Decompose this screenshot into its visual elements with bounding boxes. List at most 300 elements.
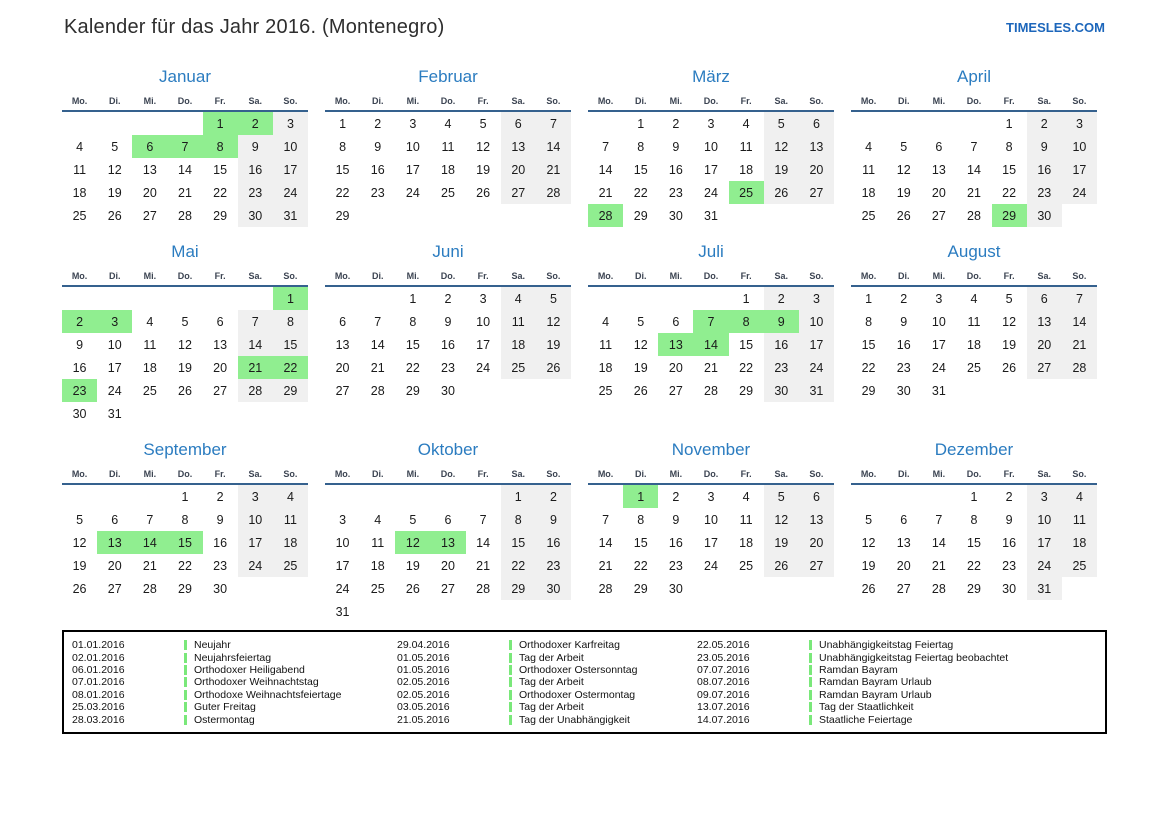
day-cell: 4 — [146, 314, 154, 329]
day-cell: 3 — [707, 489, 715, 504]
day-cell: 29 — [739, 383, 754, 398]
empty-day-cell — [430, 485, 465, 508]
day-cell: 10 — [335, 535, 350, 550]
day-cell: 24 — [704, 185, 718, 200]
weekday-label: Sa. — [1037, 96, 1052, 106]
legend-label: Neujahrsfeiertag — [194, 651, 272, 664]
legend-item — [72, 676, 397, 688]
day-cell: 9 — [1005, 512, 1013, 527]
weekday-label: Fr. — [740, 469, 752, 479]
day-cell: 8 — [409, 314, 417, 329]
weekday-label: Mi. — [932, 96, 946, 106]
day-cell: 18 — [72, 185, 87, 200]
weekday-header-row — [325, 271, 571, 287]
day-cell: 20 — [335, 360, 350, 375]
month-calendar — [588, 242, 834, 425]
day-cell: 3 — [479, 291, 487, 306]
day-cell: 22 — [739, 360, 754, 375]
day-cell: 15 — [335, 162, 350, 177]
day-cell: 8 — [637, 139, 645, 154]
day-cell: 3 — [238, 485, 273, 508]
empty-day-cell — [167, 287, 202, 310]
day-cell: 1 — [1005, 116, 1013, 131]
day-cell: 12 — [72, 535, 87, 550]
legend-item — [72, 651, 397, 663]
month-title: Dezember — [934, 440, 1014, 459]
legend-item — [697, 676, 1097, 688]
weekday-label: Mi. — [669, 96, 683, 106]
day-cell: 19 — [536, 333, 571, 356]
day-cell: 27 — [896, 581, 911, 596]
weekday-label: Mo. — [71, 271, 88, 281]
day-cell: 23 — [668, 185, 683, 200]
weekday-header-row — [62, 96, 308, 112]
day-cell: 16 — [668, 162, 683, 177]
day-cell: 19 — [107, 185, 122, 200]
day-cell: 25 — [142, 383, 157, 398]
day-cell: 26 — [764, 181, 799, 204]
header-bar — [62, 16, 1107, 39]
day-cell: 15 — [405, 337, 420, 352]
day-cell: 9 — [1027, 135, 1062, 158]
day-cell: 22 — [273, 356, 308, 379]
day-cell: 1 — [409, 291, 417, 306]
legend-item — [697, 639, 1097, 651]
day-cell: 19 — [764, 158, 799, 181]
day-cell: 2 — [444, 291, 452, 306]
empty-day-cell — [921, 485, 956, 508]
legend-date: 07.01.2016 — [72, 676, 125, 689]
day-cell: 27 — [441, 581, 455, 596]
weekday-label: Mo. — [334, 469, 351, 479]
day-cell: 28 — [704, 383, 718, 398]
day-cell: 5 — [479, 116, 487, 131]
day-cell: 10 — [704, 512, 718, 527]
legend-item — [697, 664, 1097, 676]
day-cell: 5 — [111, 139, 119, 154]
day-cell: 12 — [395, 531, 430, 554]
day-cell: 4 — [1062, 485, 1097, 508]
day-cell: 11 — [143, 337, 157, 352]
day-cell: 18 — [967, 337, 981, 352]
day-cell: 22 — [178, 558, 192, 573]
day-cell: 24 — [931, 360, 946, 375]
legend-item — [697, 651, 1097, 663]
legend-date: 03.05.2016 — [397, 701, 450, 714]
day-cell: 5 — [76, 512, 84, 527]
day-cell: 4 — [865, 139, 873, 154]
day-cell: 14 — [598, 535, 613, 550]
day-cell: 8 — [865, 314, 873, 329]
day-cell: 6 — [1027, 287, 1062, 310]
day-cell: 20 — [668, 360, 683, 375]
day-cell: 21 — [967, 185, 981, 200]
legend-date: 01.01.2016 — [72, 639, 125, 652]
day-cell: 30 — [764, 379, 799, 402]
weekday-label: Sa. — [248, 469, 263, 479]
holiday-marker-bar — [809, 653, 812, 663]
day-cell: 19 — [405, 558, 420, 573]
day-cell: 19 — [178, 360, 192, 375]
month-calendar — [851, 67, 1097, 227]
day-cell: 19 — [72, 558, 87, 573]
legend-label: Tag der Arbeit — [519, 651, 584, 664]
day-cell: 13 — [430, 531, 465, 554]
day-cell: 5 — [764, 485, 799, 508]
day-cell: 1 — [181, 489, 189, 504]
holiday-marker-bar — [509, 677, 512, 687]
day-cell: 10 — [107, 337, 122, 352]
day-cell: 9 — [238, 135, 273, 158]
weekday-label: Mi. — [143, 96, 157, 106]
empty-day-cell — [921, 112, 956, 135]
weekday-label: Fr. — [1003, 469, 1015, 479]
weekday-label: Mi. — [669, 469, 683, 479]
day-cell: 5 — [181, 314, 189, 329]
day-cell: 3 — [1027, 485, 1062, 508]
day-cell: 15 — [213, 162, 228, 177]
weekday-label: Mi. — [406, 271, 420, 281]
day-cell: 2 — [216, 489, 224, 504]
day-cell: 20 — [107, 558, 122, 573]
days-grid — [325, 287, 571, 402]
legend-date: 21.05.2016 — [397, 713, 450, 726]
day-cell: 11 — [501, 310, 536, 333]
day-cell: 23 — [668, 558, 683, 573]
day-cell: 25 — [72, 208, 87, 223]
day-cell: 1 — [339, 116, 347, 131]
day-cell: 7 — [602, 139, 610, 154]
day-cell: 4 — [76, 139, 84, 154]
legend-label: Orthodoxer Karfreitag — [519, 639, 620, 652]
day-cell: 2 — [672, 489, 680, 504]
day-cell: 1 — [623, 485, 658, 508]
day-cell: 8 — [1005, 139, 1013, 154]
holiday-marker-bar — [184, 640, 187, 650]
empty-day-cell — [325, 287, 360, 310]
day-cell: 24 — [799, 356, 834, 379]
day-cell: 24 — [273, 181, 308, 204]
day-cell: 9 — [536, 508, 571, 531]
days-grid — [325, 112, 571, 227]
day-cell: 19 — [861, 558, 876, 573]
day-cell: 17 — [799, 333, 834, 356]
day-cell: 20 — [799, 531, 834, 554]
weekday-label: Sa. — [511, 469, 526, 479]
day-cell: 25 — [273, 554, 308, 577]
weekday-label: Di. — [634, 271, 647, 281]
day-cell: 9 — [216, 512, 224, 527]
day-cell: 24 — [704, 558, 718, 573]
day-cell: 17 — [476, 337, 491, 352]
day-cell: 18 — [501, 333, 536, 356]
day-cell: 22 — [501, 554, 536, 577]
day-cell: 6 — [799, 112, 834, 135]
day-cell: 6 — [132, 135, 167, 158]
day-cell: 28 — [536, 181, 571, 204]
day-cell: 3 — [799, 287, 834, 310]
day-cell: 28 — [1062, 356, 1097, 379]
day-cell: 5 — [1005, 291, 1013, 306]
weekday-label: Do. — [966, 469, 982, 479]
month-title: Oktober — [417, 440, 479, 459]
day-cell: 7 — [536, 112, 571, 135]
empty-day-cell — [360, 287, 395, 310]
day-cell: 11 — [599, 337, 613, 352]
day-cell: 2 — [764, 287, 799, 310]
weekday-header-row — [851, 96, 1097, 112]
weekday-label: Di. — [634, 469, 647, 479]
day-cell: 13 — [213, 337, 228, 352]
day-cell: 16 — [441, 337, 455, 352]
legend-date: 23.05.2016 — [697, 651, 750, 664]
day-cell: 21 — [142, 558, 157, 573]
day-cell: 15 — [739, 337, 754, 352]
day-cell: 2 — [1005, 489, 1013, 504]
day-cell: 31 — [704, 208, 718, 223]
day-cell: 30 — [668, 208, 683, 223]
weekday-label: Di. — [897, 96, 910, 106]
day-cell: 25 — [739, 558, 754, 573]
day-cell: 9 — [76, 337, 84, 352]
day-cell: 26 — [861, 581, 876, 596]
month-calendar — [62, 440, 308, 623]
weekday-label: Sa. — [774, 469, 789, 479]
weekday-label: So. — [283, 271, 298, 281]
day-cell: 30 — [896, 383, 911, 398]
weekday-label: Di. — [108, 271, 121, 281]
day-cell: 17 — [704, 162, 718, 177]
day-cell: 28 — [370, 383, 385, 398]
day-cell: 14 — [178, 162, 192, 177]
day-cell: 25 — [598, 383, 613, 398]
weekday-label: Di. — [371, 96, 384, 106]
month-calendar — [62, 242, 308, 425]
day-cell: 16 — [536, 531, 571, 554]
day-cell: 9 — [444, 314, 452, 329]
weekday-header-row — [62, 469, 308, 485]
holiday-marker-bar — [809, 677, 812, 687]
day-cell: 21 — [598, 185, 613, 200]
weekday-label: So. — [1072, 271, 1087, 281]
weekday-label: Do. — [703, 271, 719, 281]
day-cell: 2 — [536, 485, 571, 508]
day-cell: 2 — [672, 116, 680, 131]
day-cell: 10 — [1027, 508, 1062, 531]
legend-item — [397, 713, 697, 725]
day-cell: 7 — [146, 512, 154, 527]
day-cell: 27 — [799, 554, 834, 577]
legend-item — [697, 701, 1097, 713]
day-cell: 11 — [862, 162, 876, 177]
day-cell: 11 — [73, 162, 87, 177]
weekday-label: So. — [809, 96, 824, 106]
day-cell: 29 — [213, 208, 228, 223]
day-cell: 31 — [1027, 577, 1062, 600]
empty-day-cell — [62, 485, 97, 508]
day-cell: 13 — [931, 162, 946, 177]
day-cell: 1 — [970, 489, 978, 504]
weekday-label: Do. — [177, 96, 193, 106]
month-title: April — [956, 67, 991, 86]
day-cell: 7 — [167, 135, 202, 158]
day-cell: 10 — [405, 139, 420, 154]
empty-day-cell — [588, 287, 623, 310]
holiday-marker-bar — [809, 715, 812, 725]
day-cell: 13 — [799, 508, 834, 531]
day-cell: 27 — [213, 383, 228, 398]
days-grid — [325, 485, 571, 623]
weekday-header-row — [851, 469, 1097, 485]
weekday-label: Mo. — [334, 271, 351, 281]
empty-day-cell — [658, 287, 693, 310]
legend-label: Tag der Arbeit — [519, 701, 584, 714]
day-cell: 7 — [935, 512, 943, 527]
day-cell: 24 — [107, 383, 122, 398]
legend-date: 25.03.2016 — [72, 701, 125, 714]
day-cell: 10 — [476, 314, 491, 329]
day-cell: 19 — [476, 162, 491, 177]
day-cell: 11 — [967, 314, 981, 329]
month-calendar — [325, 242, 571, 425]
day-cell: 16 — [764, 333, 799, 356]
empty-day-cell — [851, 485, 886, 508]
day-cell: 4 — [742, 489, 750, 504]
day-cell: 14 — [693, 333, 728, 356]
day-cell: 12 — [178, 337, 192, 352]
brand-link[interactable]: TIMESLES.COM — [1006, 20, 1105, 35]
month-calendar — [588, 67, 834, 227]
day-cell: 8 — [339, 139, 347, 154]
day-cell: 2 — [62, 310, 97, 333]
empty-day-cell — [238, 287, 273, 310]
day-cell: 31 — [931, 383, 946, 398]
day-cell: 13 — [896, 535, 911, 550]
weekday-label: Mo. — [597, 469, 614, 479]
day-cell: 26 — [72, 581, 87, 596]
weekday-label: Sa. — [774, 96, 789, 106]
days-grid — [588, 485, 834, 600]
legend-label: Staatliche Feiertage — [819, 713, 913, 726]
day-cell: 31 — [799, 379, 834, 402]
day-cell: 12 — [476, 139, 491, 154]
day-cell: 7 — [602, 512, 610, 527]
legend-column — [697, 639, 1097, 726]
day-cell: 22 — [633, 185, 648, 200]
day-cell: 16 — [213, 535, 228, 550]
legend-label: Orthodoxe Weihnachtsfeiertage — [194, 688, 342, 701]
weekday-label: Di. — [634, 96, 647, 106]
weekday-header-row — [588, 469, 834, 485]
day-cell: 16 — [1027, 158, 1062, 181]
day-cell: 29 — [178, 581, 192, 596]
weekday-label: So. — [1072, 96, 1087, 106]
legend-label: Unabhängigkeitstag Feiertag beobachtet — [819, 651, 1009, 664]
month-calendar — [851, 440, 1097, 623]
empty-day-cell — [395, 485, 430, 508]
day-cell: 29 — [633, 208, 648, 223]
day-cell: 17 — [273, 158, 308, 181]
day-cell: 13 — [142, 162, 157, 177]
holiday-marker-bar — [509, 640, 512, 650]
day-cell: 8 — [501, 508, 536, 531]
weekday-label: Mo. — [597, 96, 614, 106]
day-cell: 3 — [409, 116, 417, 131]
weekday-label: Do. — [440, 271, 456, 281]
day-cell: 12 — [764, 508, 799, 531]
day-cell: 5 — [865, 512, 873, 527]
weekday-label: So. — [283, 469, 298, 479]
empty-day-cell — [956, 112, 991, 135]
empty-day-cell — [167, 112, 202, 135]
day-cell: 19 — [896, 185, 911, 200]
month-calendar — [325, 440, 571, 623]
holiday-marker-bar — [509, 653, 512, 663]
day-cell: 31 — [335, 604, 350, 619]
day-cell: 30 — [536, 577, 571, 600]
day-cell: 22 — [213, 185, 228, 200]
month-title: März — [692, 67, 730, 86]
day-cell: 30 — [213, 581, 228, 596]
legend-date: 06.01.2016 — [72, 663, 125, 676]
legend-date: 08.07.2016 — [697, 676, 750, 689]
month-calendar — [325, 67, 571, 227]
day-cell: 26 — [896, 208, 911, 223]
day-cell: 29 — [335, 208, 350, 223]
legend-item — [697, 689, 1097, 701]
day-cell: 14 — [931, 535, 946, 550]
day-cell: 6 — [501, 112, 536, 135]
day-cell: 25 — [967, 360, 981, 375]
weekday-label: Fr. — [740, 271, 752, 281]
legend-date: 29.04.2016 — [397, 639, 450, 652]
day-cell: 8 — [970, 512, 978, 527]
weekday-header-row — [62, 271, 308, 287]
legend-item — [397, 689, 697, 701]
day-cell: 29 — [405, 383, 420, 398]
day-cell: 15 — [861, 337, 876, 352]
page-title: Kalender für das Jahr 2016. (Montenegro) — [64, 16, 445, 38]
weekday-label: Do. — [440, 96, 456, 106]
empty-day-cell — [132, 485, 167, 508]
weekday-label: Fr. — [214, 469, 226, 479]
weekday-label: Do. — [966, 271, 982, 281]
empty-day-cell — [360, 485, 395, 508]
day-cell: 30 — [668, 581, 683, 596]
weekday-label: Mo. — [334, 96, 351, 106]
day-cell: 23 — [1002, 558, 1017, 573]
day-cell: 4 — [602, 314, 610, 329]
day-cell: 1 — [501, 485, 536, 508]
legend-label: Neujahr — [194, 639, 231, 652]
weekday-header-row — [325, 96, 571, 112]
month-calendar — [588, 440, 834, 623]
day-cell: 30 — [72, 406, 87, 421]
legend-label: Tag der Staatlichkeit — [819, 701, 914, 714]
day-cell: 12 — [896, 162, 911, 177]
day-cell: 17 — [1062, 158, 1097, 181]
day-cell: 4 — [970, 291, 978, 306]
day-cell: 28 — [588, 204, 623, 227]
empty-day-cell — [325, 485, 360, 508]
weekday-label: Di. — [897, 469, 910, 479]
legend-item — [697, 713, 1097, 725]
weekday-label: Mi. — [406, 96, 420, 106]
holiday-marker-bar — [809, 640, 812, 650]
legend-box — [62, 630, 1107, 734]
holiday-marker-bar — [184, 665, 187, 675]
day-cell: 6 — [111, 512, 119, 527]
